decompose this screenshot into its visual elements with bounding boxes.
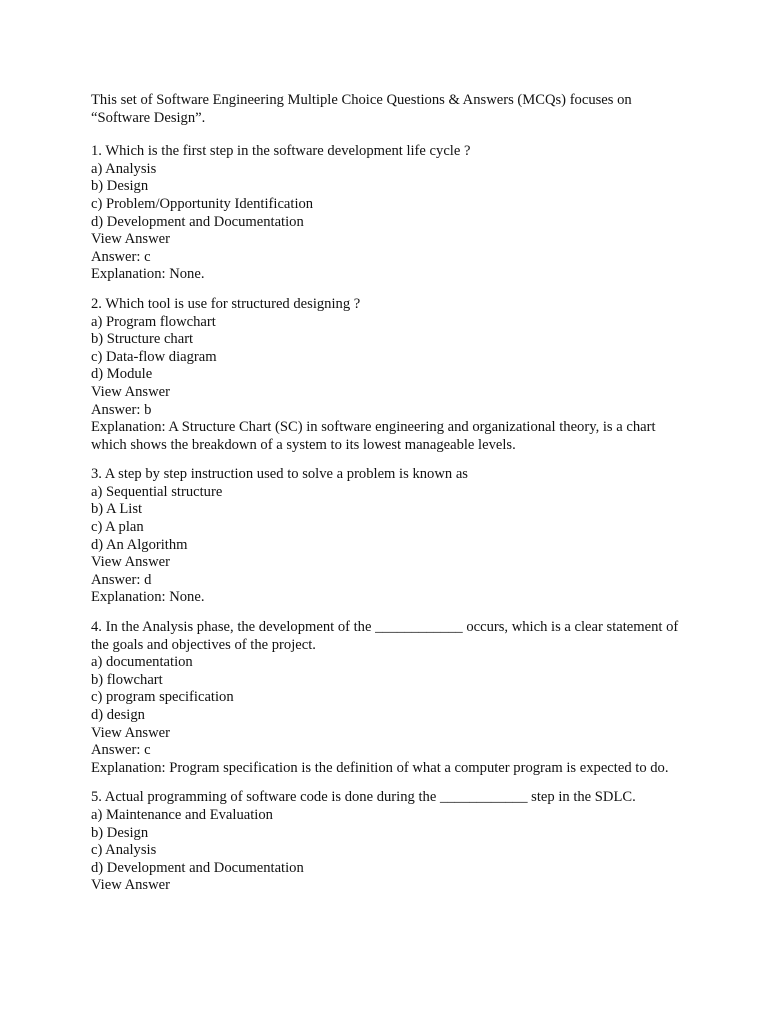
option-d: d) Development and Documentation [91,859,304,876]
view-answer-link[interactable]: View Answer [91,383,170,400]
view-answer-link[interactable]: View Answer [91,724,170,741]
intro-paragraph: This set of Software Engineering Multiple Choice Questions & Answers (MCQs) focuses on “Software Design”. [91,92,632,126]
explanation-text: Explanation: A Structure Chart (SC) in software engineering and organizational theory, is a chart which shows the breakdown of a system to its lowest manageable levels. [91,419,656,453]
option-c: c) program specification [91,689,234,706]
answer-text: Answer: c [91,248,151,265]
option-a: a) Analysis [91,160,157,177]
option-c: c) Data-flow diagram [91,348,217,365]
option-a: a) Maintenance and Evaluation [91,806,273,823]
option-c: c) A plan [91,519,144,536]
option-a: a) Program flowchart [91,313,216,330]
explanation-text: Explanation: Program specification is the definition of what a computer program is expected to do. [91,759,669,776]
view-answer-link[interactable]: View Answer [91,554,170,571]
view-answer-link[interactable]: View Answer [91,877,170,894]
option-b: b) Design [91,824,149,841]
option-a: a) Sequential structure [91,483,223,500]
answer-text: Answer: d [91,571,152,588]
option-b: b) Structure chart [91,331,194,348]
question-5 [91,789,691,895]
question-text: 2. Which tool is use for structured designing ? [91,295,361,312]
option-c: c) Problem/Opportunity Identification [91,195,314,212]
view-answer-link[interactable]: View Answer [91,231,170,248]
question-text: 3. A step by step instruction used to solve a problem is known as [91,466,468,483]
option-c: c) Analysis [91,842,157,859]
question-2 [91,296,691,454]
question-1 [91,143,691,284]
answer-text: Answer: b [91,401,152,418]
option-a: a) documentation [91,654,193,671]
option-b: b) A List [91,501,143,518]
mcq-document [91,92,691,907]
option-d: d) Module [91,366,153,383]
question-4 [91,619,691,777]
question-3 [91,466,691,607]
question-text: 5. Actual programming of software code is done during the ____________ step in the SDLC. [91,789,636,806]
question-text: 1. Which is the first step in the software development life cycle ? [91,143,471,160]
question-text: 4. In the Analysis phase, the development of the ____________ occurs, which is a clear statement of the goals and objectives of the project. [91,619,679,653]
option-d: d) Development and Documentation [91,213,304,230]
option-b: b) flowchart [91,671,163,688]
option-d: d) design [91,707,145,723]
option-b: b) Design [91,178,149,195]
answer-text: Answer: c [91,742,151,759]
option-d: d) An Algorithm [91,536,188,553]
explanation-text: Explanation: None. [91,589,205,606]
explanation-text: Explanation: None. [91,266,205,283]
